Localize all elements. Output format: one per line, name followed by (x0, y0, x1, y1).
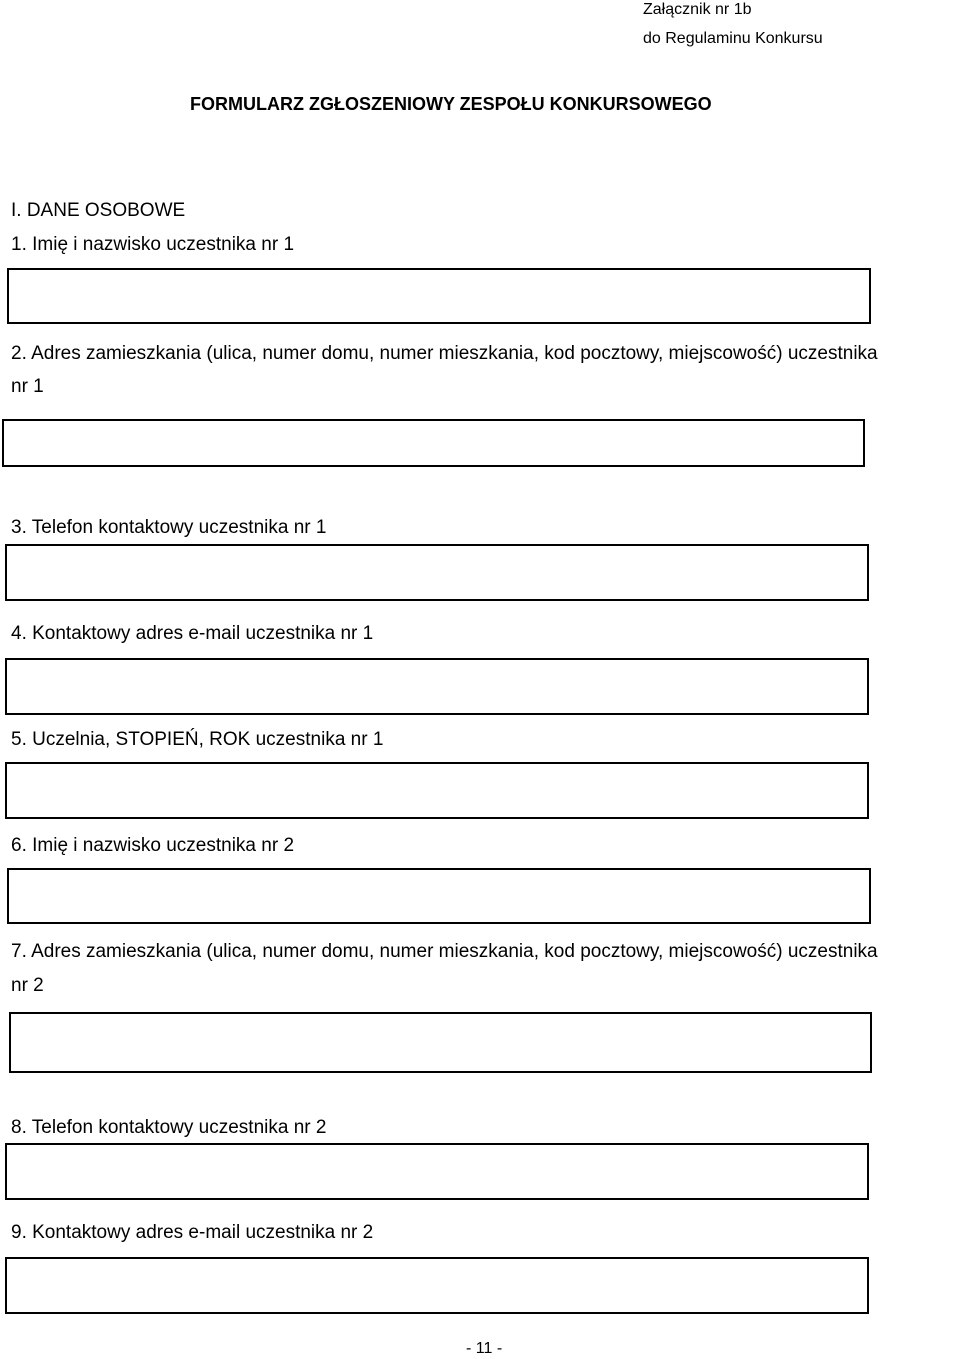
field-7-label-line-1: 7. Adres zamieszkania (ulica, numer domu, numer mieszkania, kod pocztowy, miejscowość) uczestnika (11, 941, 878, 962)
section-heading: I. DANE OSOBOWE (11, 200, 186, 221)
field-6-label: 6. Imię i nazwisko uczestnika nr 2 (11, 835, 295, 856)
field-6-name-participant-2[interactable] (7, 868, 871, 924)
form-title: FORMULARZ ZGŁOSZENIOWY ZESPOŁU KONKURSOWEGO (190, 94, 712, 114)
field-4-label: 4. Kontaktowy adres e-mail uczestnika nr 1 (11, 623, 374, 644)
field-7-label-line-2: nr 2 (11, 975, 44, 996)
field-2-address-participant-1[interactable] (2, 419, 865, 467)
field-7-address-participant-2[interactable] (9, 1012, 872, 1073)
field-3-phone-participant-1[interactable] (5, 544, 869, 601)
field-8-phone-participant-2[interactable] (5, 1143, 869, 1200)
field-4-email-participant-1[interactable] (5, 658, 869, 715)
field-3-label: 3. Telefon kontaktowy uczestnika nr 1 (11, 517, 327, 538)
field-2-label-line-2: nr 1 (11, 376, 44, 397)
field-5-university-participant-1[interactable] (5, 762, 869, 819)
page-number: - 11 - (466, 1340, 503, 1357)
attachment-label: Załącznik nr 1b (643, 1, 752, 18)
regulation-label: do Regulaminu Konkursu (643, 30, 823, 47)
field-1-label: 1. Imię i nazwisko uczestnika nr 1 (11, 234, 295, 255)
field-8-label: 8. Telefon kontaktowy uczestnika nr 2 (11, 1117, 327, 1138)
field-2-label-line-1: 2. Adres zamieszkania (ulica, numer domu, numer mieszkania, kod pocztowy, miejscowość) uczestnika (11, 343, 878, 364)
field-9-email-participant-2[interactable] (5, 1257, 869, 1314)
field-5-label: 5. Uczelnia, STOPIEŃ, ROK uczestnika nr 1 (11, 729, 384, 750)
field-1-name-participant-1[interactable] (7, 268, 871, 324)
field-9-label: 9. Kontaktowy adres e-mail uczestnika nr 2 (11, 1222, 374, 1243)
